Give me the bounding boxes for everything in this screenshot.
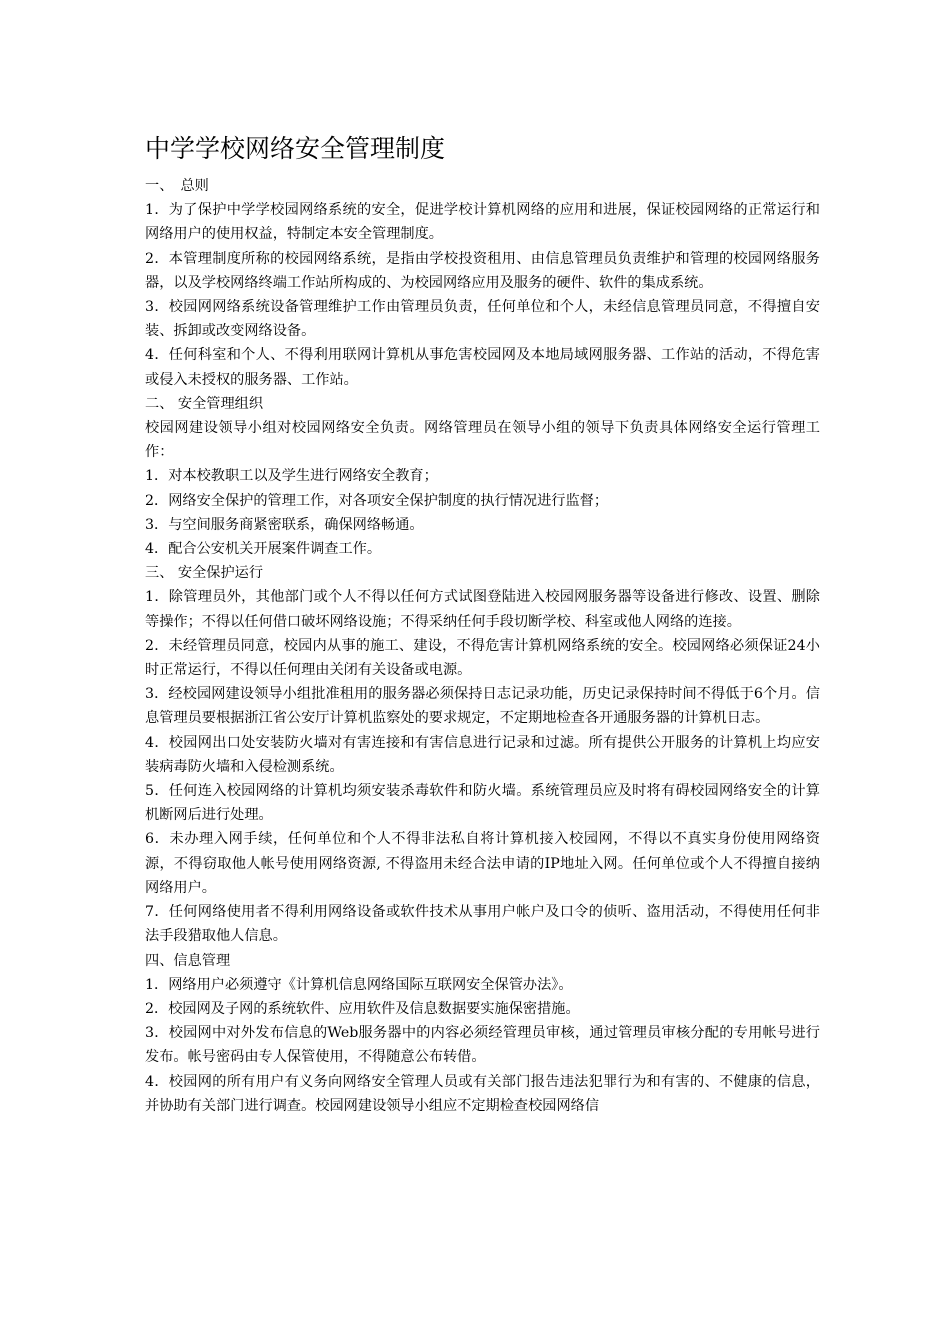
document-title: 中学学校网络安全管理制度 — [145, 134, 446, 163]
document-paragraph: 一、 总则 — [145, 178, 209, 194]
document-paragraph: 3．校园网中对外发布信息的Web服务器中的内容必须经管理员审核，通过管理员审核分配的专用帐号进行发布。帐号密码由专人保管使用，不得随意公布转借。 — [145, 1025, 820, 1066]
document-paragraph: 3．与空间服务商紧密联系，确保网络畅通。 — [145, 516, 424, 533]
paragraph-list — [145, 174, 820, 1118]
document-paragraph: 1．网络用户必须遵守《计算机信息网络国际互联网安全保管办法》。 — [145, 976, 573, 993]
document-paragraph: 1．除管理员外，其他部门或个人不得以任何方式试图登陆进入校园网服务器等设备进行修改、设置、删除等操作；不得以任何借口破坏网络设施；不得采纳任何手段切断学校、科室或他人网络的连接。 — [145, 589, 820, 630]
document-paragraph: 4．校园网的所有用户有义务向网络安全管理人员或有关部门报告违法犯罪行为和有害的、不健康的信息，并协助有关部门进行调查。校园网建设领导小组应不定期检查校园网络信 — [145, 1073, 820, 1114]
document-paragraph: 1．对本校教职工以及学生进行网络安全教育； — [145, 468, 438, 485]
document-paragraph: 7．任何网络使用者不得利用网络设备或软件技术从事用户帐户及口令的侦听、盗用活动，不得使用任何非法手段猎取他人信息。 — [145, 904, 820, 945]
document-paragraph: 4．校园网出口处安装防火墙对有害连接和有害信息进行记录和过滤。所有提供公开服务的计算机上均应安装病毒防火墙和入侵检测系统。 — [145, 734, 820, 775]
document-paragraph: 三、 安全保护运行 — [145, 565, 264, 582]
document-paragraph: 二、 安全管理组织 — [145, 395, 264, 412]
document-paragraph: 4．任何科室和个人、不得利用联网计算机从事危害校园网及本地局域网服务器、工作站的活动，不得危害或侵入未授权的服务器、工作站。 — [145, 347, 820, 388]
document-paragraph: 2．校园网及子网的系统软件、应用软件及信息数据要实施保密措施。 — [145, 1000, 580, 1017]
document-paragraph: 1．为了保护中学学校园网络系统的安全，促进学校计算机网络的应用和进展，保证校园网络的正常运行和网络用户的使用权益，特制定本安全管理制度。 — [145, 202, 820, 243]
document-paragraph: 4．配合公安机关开展案件调查工作。 — [145, 541, 382, 558]
document-paragraph: 四、信息管理 — [145, 952, 231, 969]
document-body — [145, 128, 820, 1118]
document-paragraph: 2．网络安全保护的管理工作，对各项安全保护制度的执行情况进行监督； — [145, 492, 609, 509]
document-paragraph: 2．本管理制度所称的校园网络系统，是指由学校投资租用、由信息管理员负责维护和管理的校园网络服务器，以及学校网络终端工作站所构成的、为校园网络应用及服务的硬件、软件的集成系统。 — [145, 250, 820, 291]
document-paragraph: 5．任何连入校园网络的计算机均须安装杀毒软件和防火墙。系统管理员应及时将有碍校园网络安全的计算机断网后进行处理。 — [145, 783, 820, 824]
document-paragraph: 6．未办理入网手续，任何单位和个人不得非法私自将计算机接入校园网，不得以不真实身份使用网络资源，不得窃取他人帐号使用网络资源, 不得盗用未经合法申请的IP地址入网。任何单位或个人不得擅自接纳网络用户。 — [145, 831, 820, 896]
document-paragraph: 3．校园网网络系统设备管理维护工作由管理员负责，任何单位和个人，未经信息管理员同意，不得擅自安装、拆卸或改变网络设备。 — [145, 299, 820, 340]
document-paragraph: 3．经校园网建设领导小组批准租用的服务器必须保持日志记录功能，历史记录保持时间不得低于6个月。信息管理员要根据浙江省公安厅计算机监察处的要求规定，不定期地检查各开通服务器的计算机日志。 — [145, 686, 820, 727]
document-paragraph: 校园网建设领导小组对校园网络安全负责。网络管理员在领导小组的领导下负责具体网络安全运行管理工作： — [145, 420, 820, 461]
document-paragraph: 2．未经管理员同意，校园内从事的施工、建设，不得危害计算机网络系统的安全。校园网络必须保证24小时正常运行，不得以任何理由关闭有关设备或电源。 — [145, 637, 820, 679]
